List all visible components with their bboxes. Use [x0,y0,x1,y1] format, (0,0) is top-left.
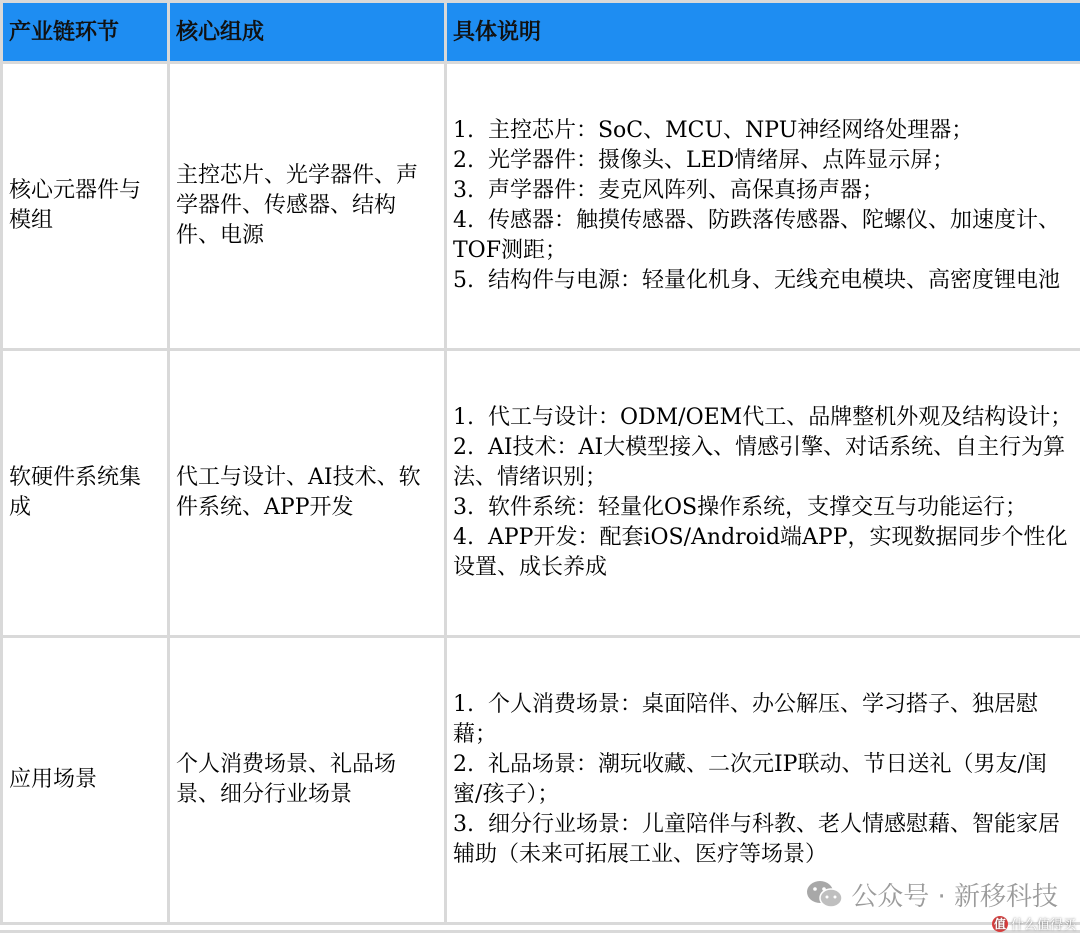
table-header-row [2,2,1080,63]
bottom-divider [0,930,1080,933]
cell-segment: 软硬件系统集成 [2,350,169,637]
site-badge [992,914,1076,933]
watermark [805,876,1058,913]
detail-line: 3. 细分行业场景：儿童陪伴与科教、老人情感慰藉、智能家居辅助（未来可拓展工业、医疗等场景） [453,812,1060,867]
detail-line: 1. 主控芯片：SoC、MCU、NPU神经网络处理器； [453,118,974,143]
badge-text: 什么值得买 [1010,918,1076,933]
table-row [2,350,1080,637]
detail-line: 1. 个人消费场景：桌面陪伴、办公解压、学习搭子、独居慰藉； [453,692,1038,747]
cell-details [446,350,1080,637]
detail-line: 5. 结构件与电源：轻量化机身、无线充电模块、高密度锂电池 [453,268,1060,293]
table-row [2,63,1080,350]
cell-details [446,63,1080,350]
smzdm-icon: 值 [993,916,1006,931]
detail-line: 2. 光学器件：摄像头、LED情绪屏、点阵显示屏； [453,148,955,173]
detail-line: 1. 代工与设计：ODM/OEM代工、品牌整机外观及结构设计； [453,405,1073,430]
header-components: 核心组成 [169,2,446,63]
detail-line: 2. 礼品场景：潮玩收藏、二次元IP联动、节日送礼（男友/闺蜜/孩子）； [453,752,1047,807]
cell-components: 代工与设计、AI技术、软件系统、APP开发 [169,350,446,637]
detail-line: 4. APP开发：配套iOS/Android端APP，实现数据同步个性化设置、成长养成 [453,525,1068,580]
cell-components: 主控芯片、光学器件、声学器件、传感器、结构件、电源 [169,63,446,350]
header-segment: 产业链环节 [2,2,169,63]
cell-components: 个人消费场景、礼品场景、细分行业场景 [169,637,446,924]
wechat-icon [805,879,845,911]
detail-line: 3. 声学器件：麦克风阵列、高保真扬声器； [453,178,884,203]
cell-segment: 核心元器件与模组 [2,63,169,350]
detail-line: 2. AI技术：AI大模型接入、情感引擎、对话系统、自主行为算法、情绪识别； [453,435,1066,490]
watermark-text: 公众号 · 新移科技 [851,882,1058,912]
cell-segment: 应用场景 [2,637,169,924]
detail-line: 4. 传感器：触摸传感器、防跌落传感器、陀螺仪、加速度计、TOF测距； [453,208,1060,263]
header-details: 具体说明 [446,2,1080,63]
detail-line: 3. 软件系统：轻量化OS操作系统，支撑交互与功能运行； [453,495,1028,520]
